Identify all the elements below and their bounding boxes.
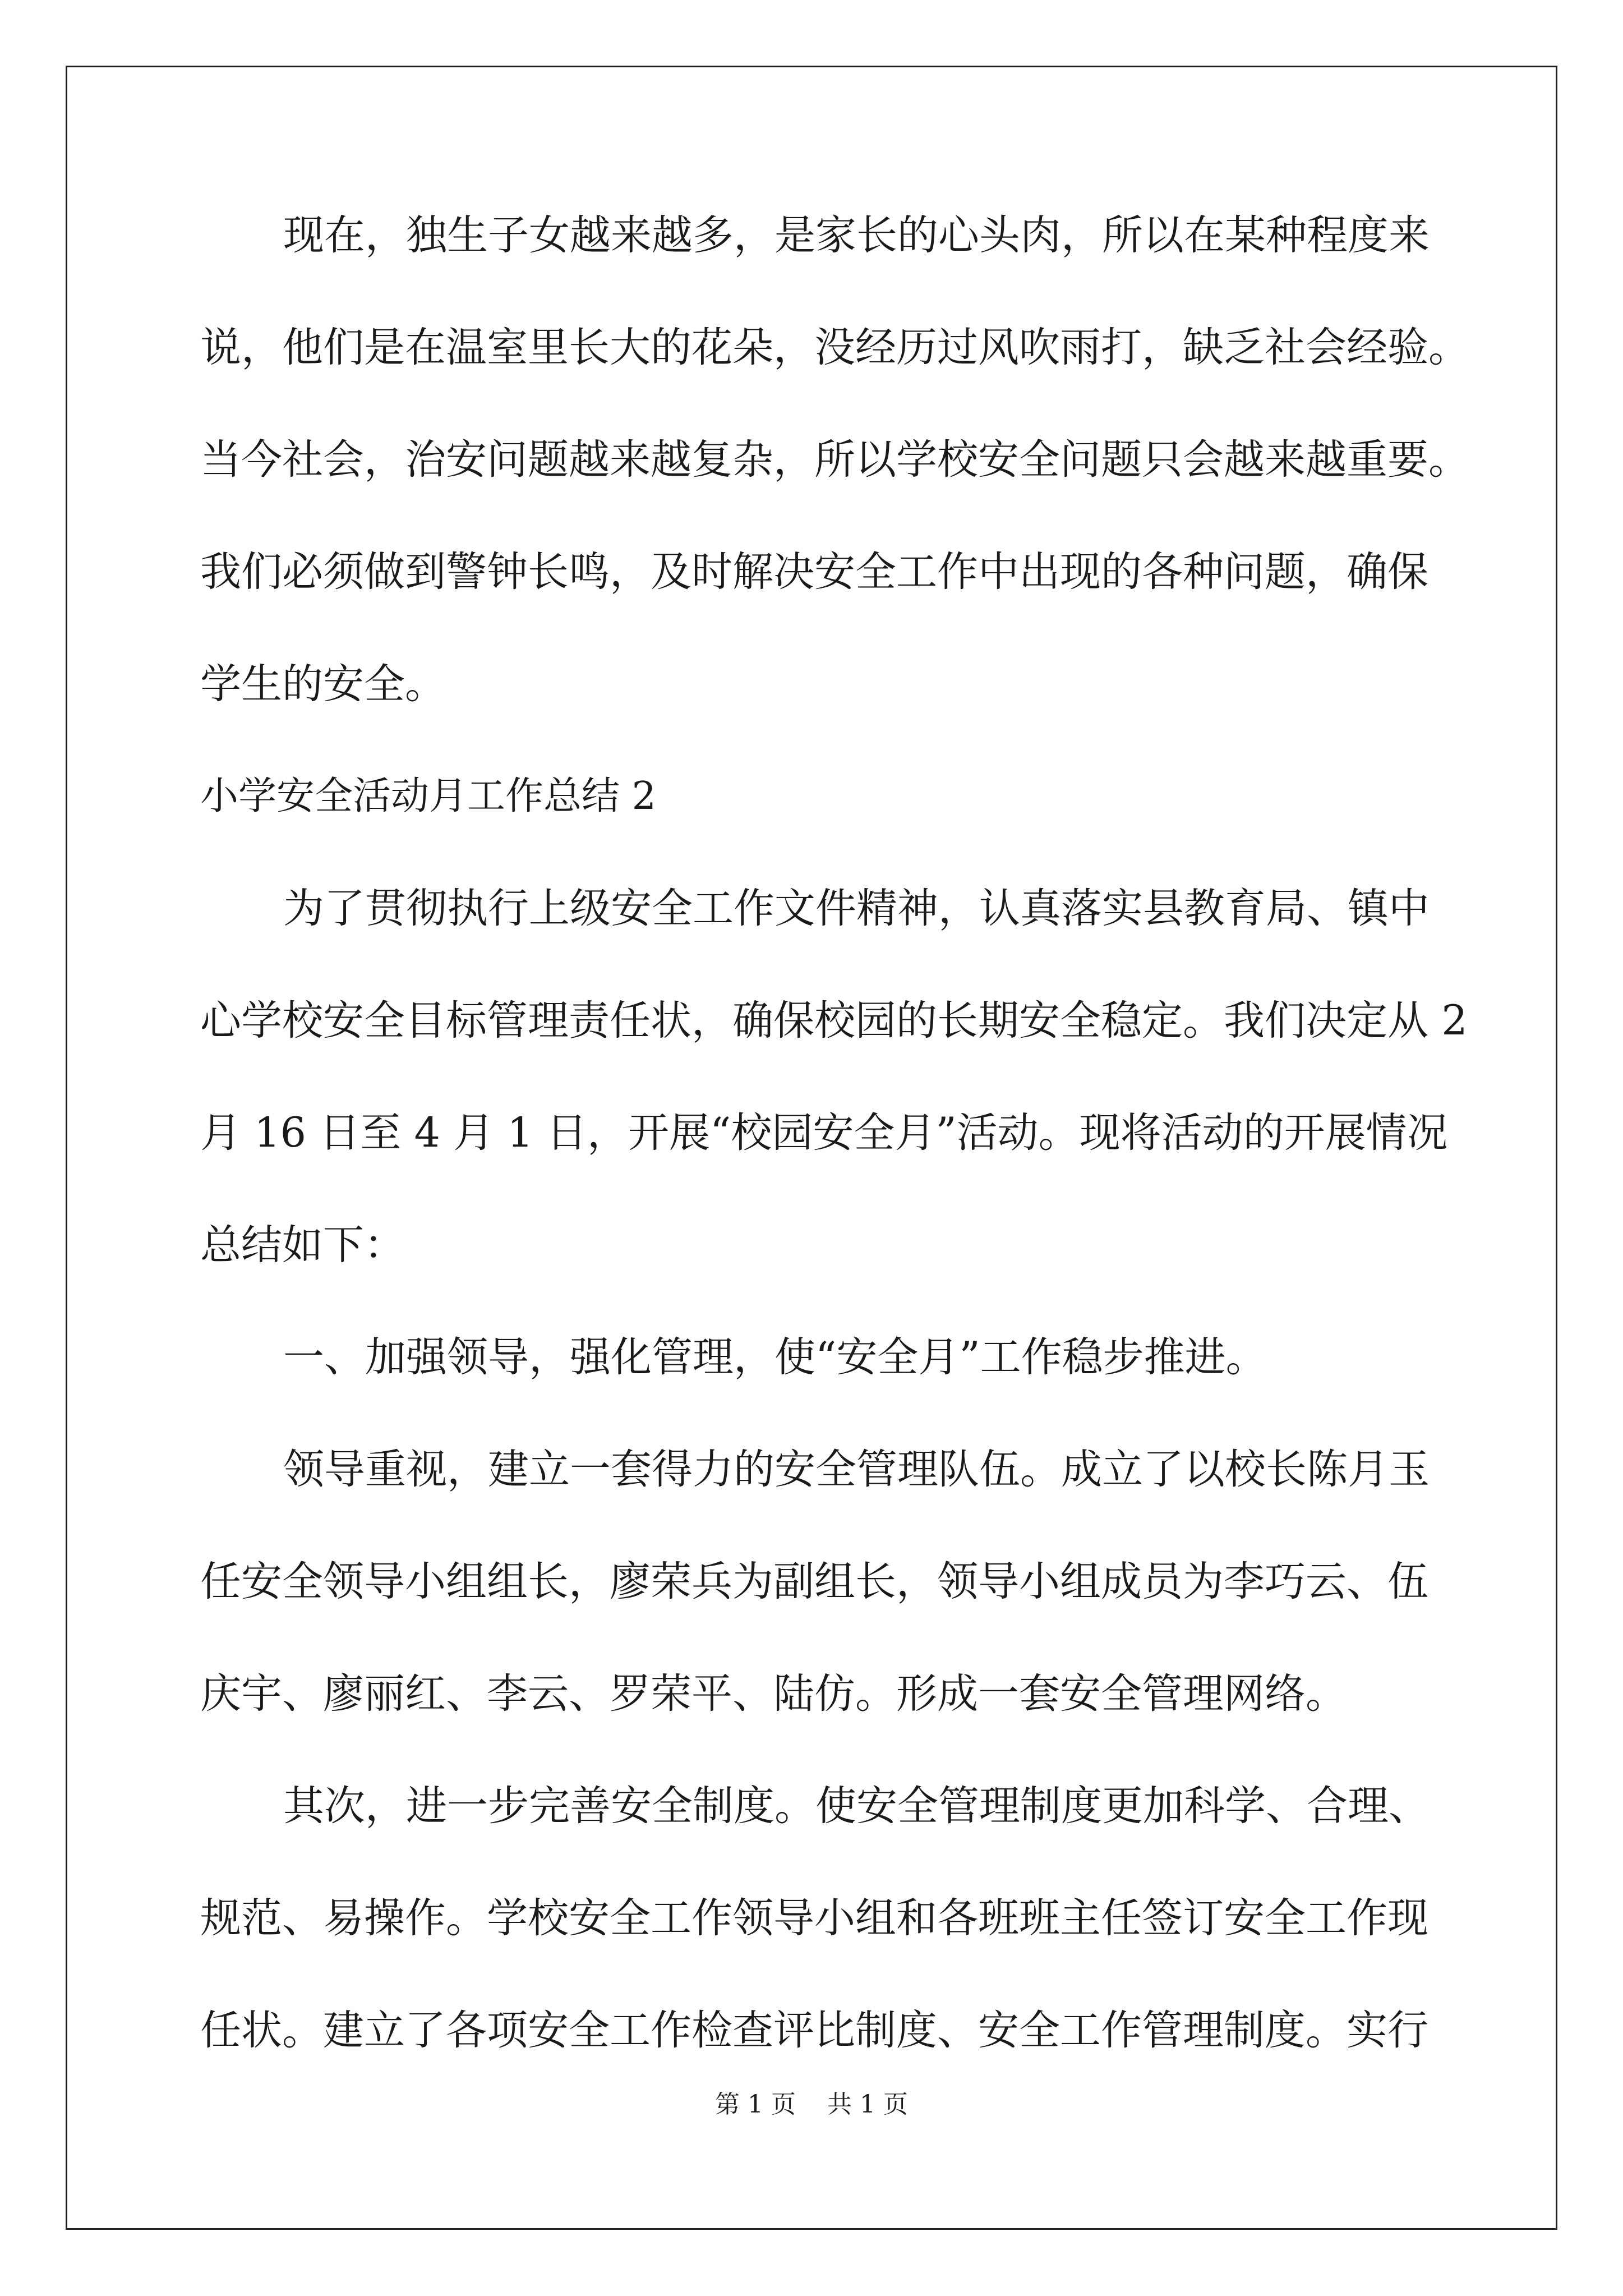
page-number: 第 1 页 — [715, 2090, 796, 2119]
section-heading: 小学安全活动月工作总结 2 — [200, 774, 656, 818]
page-footer — [0, 2088, 1623, 2122]
paragraph-line: 月 16 日至 4 月 1 日，开展“校园安全月”活动。现将活动的开展情况 — [200, 1109, 1448, 1157]
paragraph-line: 我们必须做到警钟长鸣，及时解决安全工作中出现的各种问题，确保 — [200, 548, 1428, 596]
paragraph-line: 庆宇、廖丽红、李云、罗荣平、陆仿。形成一套安全管理网络。 — [200, 1670, 1347, 1718]
paragraph-line: 学生的安全。 — [200, 660, 446, 708]
page-total: 共 1 页 — [827, 2090, 908, 2119]
paragraph-line: 说，他们是在温室里长大的花朵，没经历过风吹雨打，缺乏社会经验。 — [200, 324, 1469, 371]
paragraph-line: 规范、易操作。学校安全工作领导小组和各班班主任签订安全工作现 — [200, 1894, 1428, 1942]
paragraph-line: 现在，独生子女越来越多，是家长的心头肉，所以在某种程度来 — [283, 211, 1430, 259]
paragraph-line: 总结如下： — [200, 1221, 405, 1269]
paragraph-line: 任安全领导小组组长，廖荣兵为副组长，领导小组成员为李巧云、伍 — [200, 1558, 1428, 1605]
paragraph-line: 为了贯彻执行上级安全工作文件精神，认真落实县教育局、镇中 — [283, 885, 1430, 932]
paragraph-line: 心学校安全目标管理责任状，确保校园的长期安全稳定。我们决定从 2 — [200, 997, 1468, 1045]
paragraph-line: 领导重视，建立一套得力的安全管理队伍。成立了以校长陈月玉 — [283, 1446, 1430, 1493]
paragraph-line: 任状。建立了各项安全工作检查评比制度、安全工作管理制度。实行 — [200, 2007, 1428, 2054]
paragraph-line: 一、加强领导，强化管理，使“安全月”工作稳步推进。 — [283, 1333, 1267, 1381]
paragraph-line: 其次，进一步完善安全制度。使安全管理制度更加科学、合理、 — [283, 1782, 1430, 1830]
paragraph-line: 当今社会，治安问题越来越复杂，所以学校安全问题只会越来越重要。 — [200, 436, 1469, 484]
